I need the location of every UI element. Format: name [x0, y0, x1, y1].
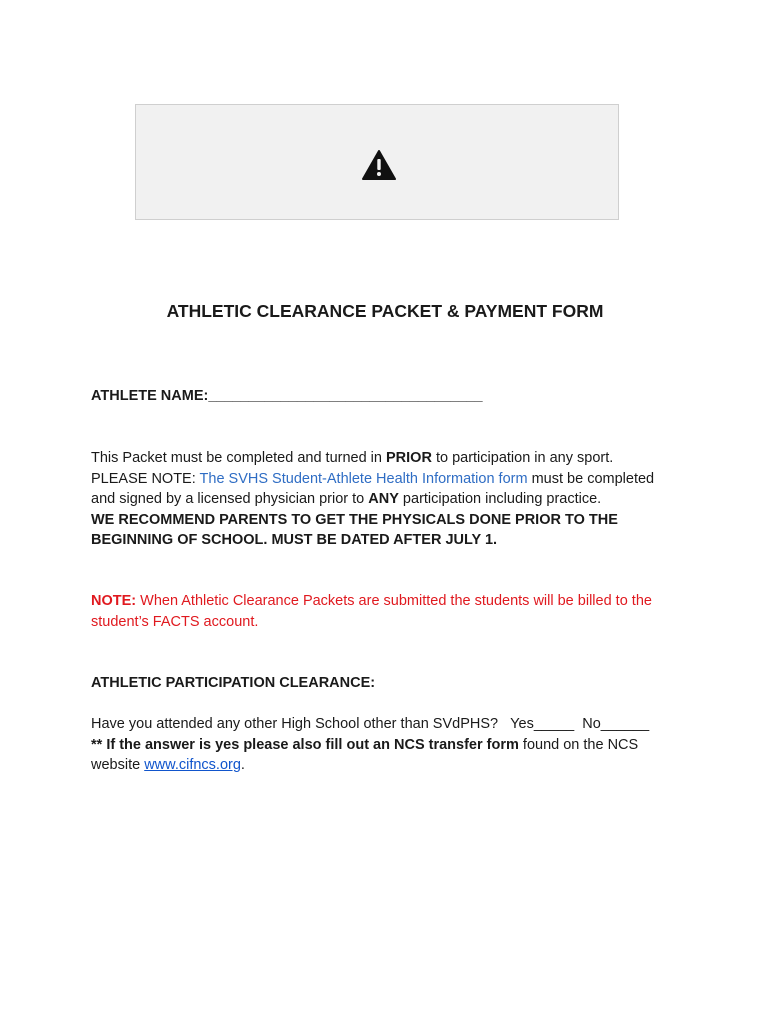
recommend-line-1: WE RECOMMEND PARENTS TO GET THE PHYSICALS DONE PRIOR TO THE	[91, 511, 618, 528]
participation-heading: ATHLETIC PARTICIPATION CLEARANCE:	[91, 675, 376, 691]
warning-icon	[362, 149, 396, 181]
note-text: When Athletic Clearance Packets are submitted the students will be billed to the	[136, 593, 652, 609]
page-title: ATHLETIC CLEARANCE PACKET & PAYMENT FORM	[166, 301, 604, 321]
health-form-link[interactable]: The SVHS Student-Athlete Health Information form	[199, 470, 528, 487]
athlete-name-blank[interactable]: __________________________________	[208, 388, 483, 404]
notice-line-2: PLEASE NOTE: The SVHS Student-Athlete Health Information form must be completed	[91, 470, 655, 487]
athlete-name-field	[91, 386, 691, 407]
participation-section	[91, 714, 691, 776]
transfer-instruction: ** If the answer is yes please also fill out an NCS transfer form found on the NCS	[91, 736, 639, 753]
ncs-website-link[interactable]: www.cifncs.org	[144, 757, 241, 773]
athlete-name-label: ATHLETE NAME:	[91, 388, 209, 404]
packet-notice	[91, 448, 691, 551]
transfer-question: Have you attended any other High School other than SVdPHS?	[91, 716, 499, 732]
notice-line-3: and signed by a licensed physician prior to ANY participation including practice.	[91, 491, 602, 507]
recommend-line-2: BEGINNING OF SCHOOL. MUST BE DATED AFTER JULY 1.	[91, 532, 498, 548]
no-blank[interactable]: No______	[582, 716, 650, 732]
website-line: website www.cifncs.org.	[91, 757, 245, 773]
note-label: NOTE:	[91, 593, 137, 609]
note-text-2: student’s FACTS account.	[91, 613, 259, 630]
transfer-question-line	[91, 714, 691, 735]
yes-blank[interactable]: Yes_____	[510, 716, 575, 732]
billing-note	[91, 591, 691, 632]
image-placeholder	[135, 104, 619, 220]
notice-line-1: This Packet must be completed and turned in PRIOR to participation in any sport.	[91, 450, 614, 466]
